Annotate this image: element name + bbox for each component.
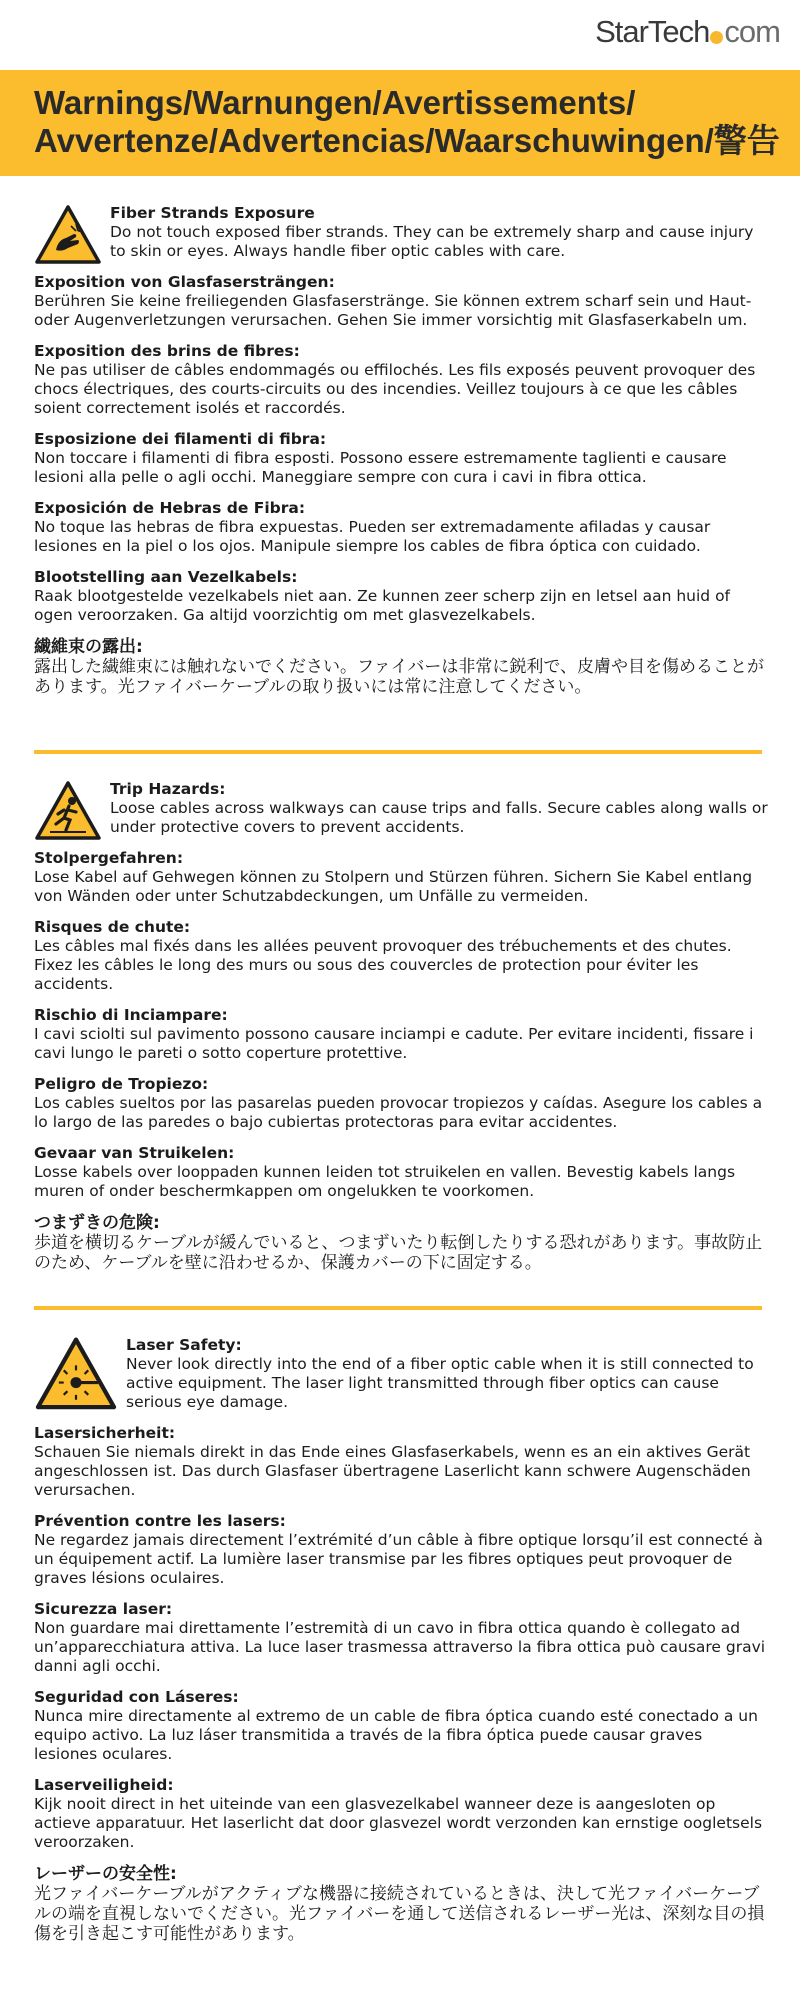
warning-text: Never look directly into the end of a fiber optic cable when it is still connected to active equipment. The laser light transmitted through fiber optics can cause serious eye damage. [126, 1355, 754, 1411]
section-divider [34, 1306, 762, 1310]
warning-text: Do not touch exposed fiber strands. They can be extremely sharp and cause injury to skin or eyes. Always handle fiber optic cables with care. [110, 223, 754, 260]
warning-block-es [34, 499, 768, 556]
warning-block-de [34, 273, 768, 330]
section-divider [34, 750, 762, 754]
warning-heading: Esposizione dei filamenti di fibra: [34, 430, 327, 448]
warning-text: I cavi sciolti sul pavimento possono causare inciampi e cadute. Per evitare incidenti, fissare i cavi lungo le pareti o sotto coperture protettive. [34, 1025, 754, 1062]
warning-heading: Lasersicherheit: [34, 1424, 176, 1442]
warning-heading: Fiber Strands Exposure [110, 204, 315, 222]
warning-heading: Trip Hazards: [110, 780, 226, 798]
warning-heading: Gevaar van Struikelen: [34, 1144, 235, 1162]
warning-block-nl [34, 1776, 768, 1852]
warning-text: Loose cables across walkways can cause trips and falls. Secure cables along walls or under protective covers to prevent accidents. [110, 799, 768, 836]
startech-logo: StarTech com [595, 14, 780, 49]
warning-text: Los cables sueltos por las pasarelas pueden provocar tropiezos y caídas. Asegure los cables a lo largo de las paredes o bajo cubiertas protectoras para evitar accidentes. [34, 1094, 763, 1131]
warning-heading: 繊維束の露出: [34, 637, 143, 657]
warning-heading: Prévention contre les lasers: [34, 1512, 286, 1530]
warning-heading: Blootstelling aan Vezelkabels: [34, 568, 298, 586]
warning-text: 光ファイバーケーブルがアクティブな機器に接続されているときは、決して光ファイバーケーブルの端を直視しないでください。光ファイバーを通して送信されるレーザー光は、深刻な目の損傷を引き起こす可能性があります。 [34, 1884, 765, 1944]
warning-heading: Seguridad con Láseres: [34, 1688, 239, 1706]
warning-text: Lose Kabel auf Gehwegen können zu Stolpern und Stürzen führen. Sichern Sie Kabel entlang von Wänden oder unter Schutzabdeckungen, um Unfälle zu vermeiden. [34, 868, 753, 905]
fiber-exposure-section [34, 204, 768, 709]
warning-text: Ne pas utiliser de câbles endommagés ou effilochés. Les fils exposés peuvent provoquer des chocs électriques, des courts-circuits ou des incendies. Veillez toujours à ce que les câbles soient correctement isolés et raccordés. [34, 361, 756, 417]
warning-block-es [34, 1075, 768, 1132]
warning-block-it [34, 1600, 768, 1676]
warning-text: 露出した繊維束には触れないでください。ファイバーは非常に鋭利で、皮膚や目を傷めることがあります。光ファイバーケーブルの取り扱いには常に注意してください。 [34, 657, 764, 697]
laser-warning-icon [34, 1336, 118, 1412]
warning-block-ja [34, 637, 768, 697]
warning-block-de [34, 1424, 768, 1500]
warning-text: Les câbles mal fixés dans les allées peuvent provoquer des trébuchements et des chutes. Fixez les câbles le long des murs ou sous des couvercles de protection pour éviter les accidents. [34, 937, 732, 993]
warning-block-fr [34, 918, 768, 994]
warning-block-it [34, 430, 768, 487]
warning-block-ja [34, 1213, 768, 1273]
warning-text: Berühren Sie keine freiliegenden Glasfaserstränge. Sie können extrem scharf sein und Haut- oder Augenverletzungen verursachen. Gehen Sie immer vorsichtig mit Glasfaserkabeln um. [34, 292, 752, 329]
warning-heading: Exposition von Glasfasersträngen: [34, 273, 335, 291]
warning-block-ja [34, 1864, 768, 1944]
logo-dot-icon [710, 31, 723, 44]
warning-block-nl [34, 568, 768, 625]
warning-heading: Exposición de Hebras de Fibra: [34, 499, 306, 517]
laser-safety-section [34, 1336, 768, 1956]
warning-block-fr [34, 342, 768, 418]
warnings-title-banner [0, 70, 800, 176]
warning-text: Non toccare i filamenti di fibra esposti. Possono essere estremamente taglienti e causare lesioni alla pelle o agli occhi. Maneggiare sempre con cura i cavi in fibra ottica. [34, 449, 727, 486]
warning-block-nl [34, 1144, 768, 1201]
page-title: Warnings/Warnungen/Avertissements/ Avvertenze/Advertencias/Waarschuwingen/警告 [34, 84, 780, 159]
warning-heading: Rischio di Inciampare: [34, 1006, 228, 1024]
warning-heading: レーザーの安全性: [34, 1864, 177, 1884]
warning-heading: Peligro de Tropiezo: [34, 1075, 209, 1093]
warning-text: No toque las hebras de fibra expuestas. Pueden ser extremadamente afiladas y causar lesiones en la piel o los ojos. Manipule siempre los cables de fibra óptica con cuidado. [34, 518, 711, 555]
trip-hazard-warning-icon [34, 780, 102, 842]
warning-block-en [126, 1336, 768, 1412]
warning-heading: Sicurezza laser: [34, 1600, 173, 1618]
warning-block-en [110, 204, 768, 261]
warning-heading: Exposition des brins de fibres: [34, 342, 300, 360]
warning-heading: Laserveiligheid: [34, 1776, 174, 1794]
warning-block-en [110, 780, 768, 837]
warning-text: Schauen Sie niemals direkt in das Ende eines Glasfaserkabels, wenn es an ein aktives Gerät angeschlossen ist. Das durch Glasfaser übertragene Laserlicht kann schwere Augenschäden verursachen. [34, 1443, 751, 1499]
warning-text: Losse kabels over looppaden kunnen leiden tot struikelen en vallen. Bevestig kabels langs muren of onder beschermkappen om ongelukken te voorkomen. [34, 1163, 736, 1200]
warning-text: Kijk nooit direct in het uiteinde van een glasvezelkabel wanneer deze is aangesloten op actieve apparatuur. Het laserlicht dat door glasvezel wordt verzonden kan ernstige oogletsels veroorzaken. [34, 1795, 763, 1851]
warning-heading: Laser Safety: [126, 1336, 242, 1354]
warning-heading: Risques de chute: [34, 918, 191, 936]
warning-text: 歩道を横切るケーブルが緩んでいると、つまずいたり転倒したりする恐れがあります。事故防止のため、ケーブルを壁に沿わせるか、保護カバーの下に固定する。 [34, 1233, 763, 1273]
warning-block-es [34, 1688, 768, 1764]
warning-heading: つまずきの危険: [34, 1213, 160, 1233]
warning-heading: Stolpergefahren: [34, 849, 184, 867]
warning-text: Nunca mire directamente al extremo de un cable de fibra óptica cuando esté conectado a un equipo activo. La luz láser transmitida a través de la fibra óptica puede causar graves lesiones oculares. [34, 1707, 758, 1763]
trip-hazard-section [34, 780, 768, 1285]
warning-text: Non guardare mai direttamente l’estremità di un cavo in fibra ottica quando è collegato ad un’apparecchiatura attiva. La luce laser trasmessa attraverso la fibra ottica può causare gravi danni agli occhi. [34, 1619, 766, 1675]
warning-block-fr [34, 1512, 768, 1588]
warning-text: Ne regardez jamais directement l’extrémité d’un câble à fibre optique lorsqu’il est connecté à un équipement actif. La lumière laser transmise par les fibres optiques peut provoquer de graves lésions oculaires. [34, 1531, 763, 1587]
warning-text: Raak blootgestelde vezelkabels niet aan. Ze kunnen zeer scherp zijn en letsel aan huid of ogen veroorzaken. Ga altijd voorzichtig om met glasvezelkabels. [34, 587, 731, 624]
warning-block-it [34, 1006, 768, 1063]
warning-block-de [34, 849, 768, 906]
fiber-hand-warning-icon [34, 204, 102, 266]
